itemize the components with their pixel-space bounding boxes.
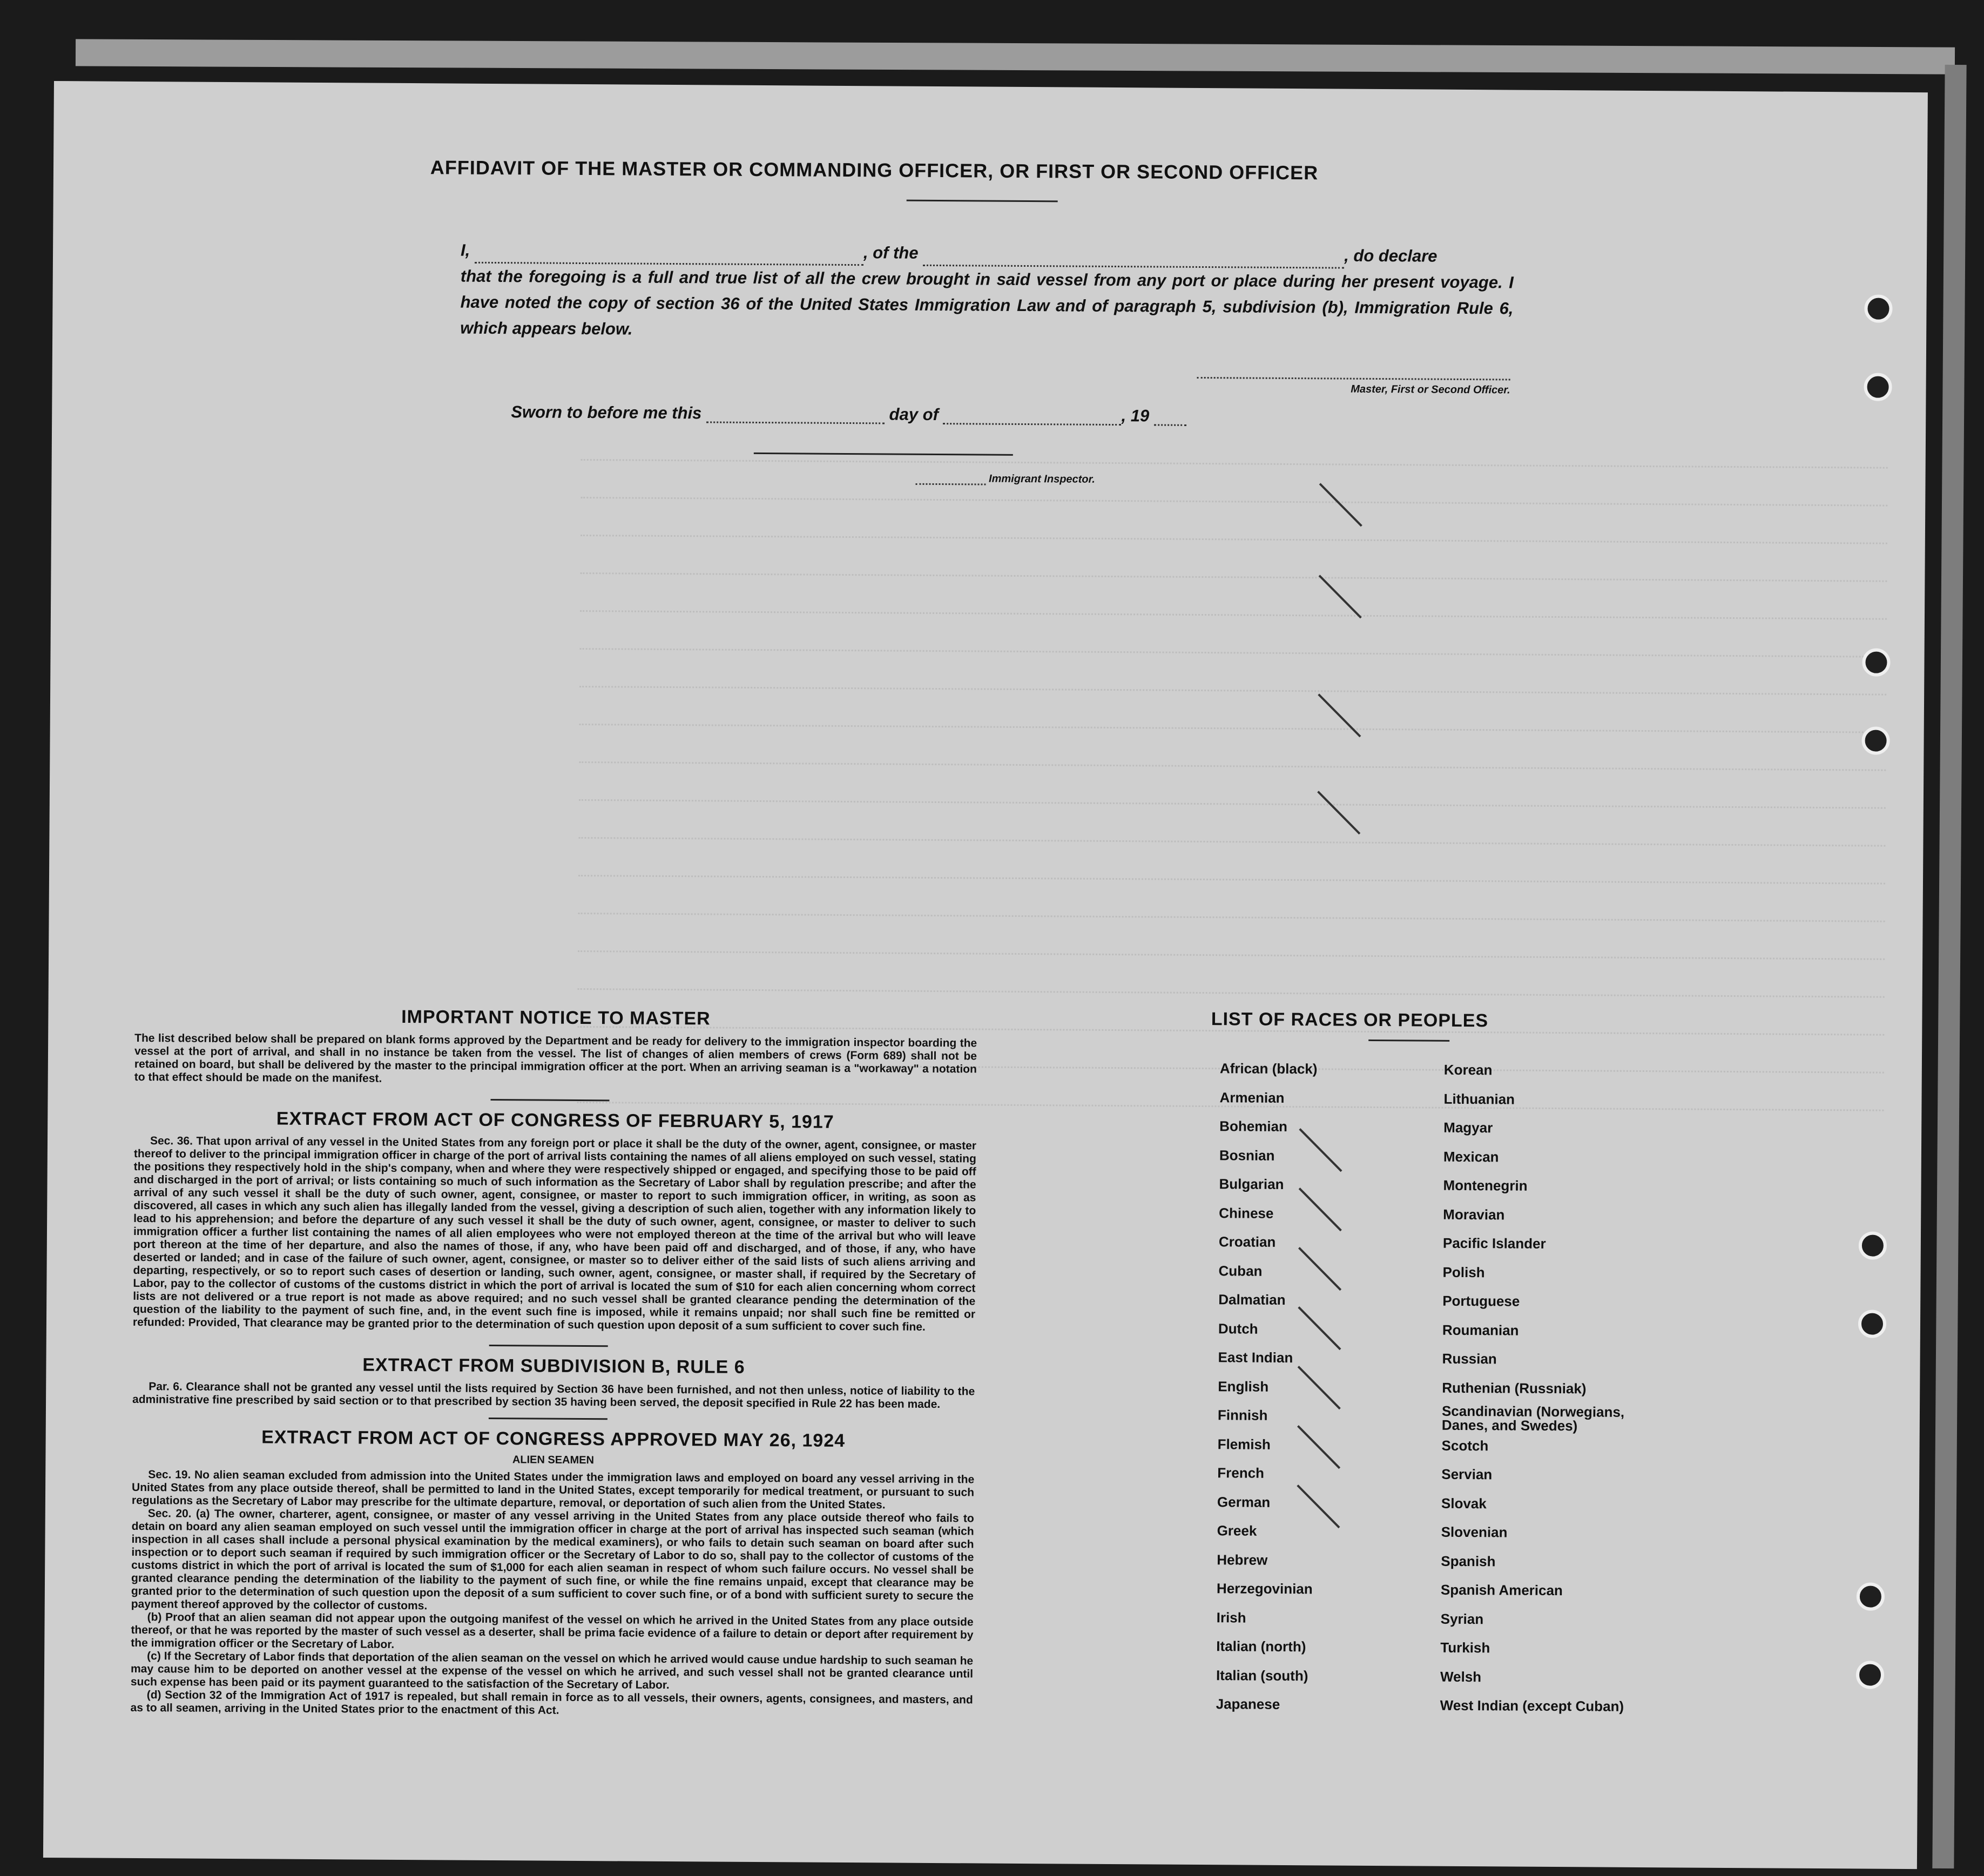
bleed-through-table [54,81,1928,92]
races-title: LIST OF RACES OR PEOPLES [1211,1009,1489,1031]
extract-1917-body: Sec. 36. That upon arrival of any vessel in the United States from any foreign port or place it shall be the duty of the owner, agent, consignee, or master thereof to deliver to the principal immigration officer in charge of the port of arrival lists containing the names of all aliens employed on such vessel, stating the positions they respectively hold in the ship's company, when and where they were respectively shipped or engaged, and specifying those to be paid off and discharged in the port of arrival; or lists containing so much of such information as the Secretary of Labor shall by regulation prescribe; and after the arrival of any such vessel it shall be the duty of such owner, agent, consignee, or master to report to such immigration officer, in writing, as soon as discovered, all cases in which any such alien has illegally landed from the vessel, giving a description of such alien, together with any information likely to lead to his apprehension; and before the departure of any such vessel it shall be the duty of such owner, agent, consignee, or master to deliver to such immigration officer a further list containing the names of all alien employees who were not employed thereon at the time of the arrival but who will leave port thereon at the time of her departure, and also the names of those, if any, who have been paid off and discharged, and of those, if any, who have deserted or landed; and in case of the failure of such owner, agent, consignee, or master so to deliver either of the said lists of such aliens arriving and departing, respectively, or so to report such cases of desertion or landing, such owner, agent, consignee, or master shall, if required by the Secretary of Labor, pay to the collector of customs of the customs district in which the port of arrival is located the sum of $10 for each alien concerning whom correct lists are not delivered or a true report is not made as above required; and no such vessel shall be granted clearance pending the determination of the question of the liability to the payment of such fine, and, in the event such fine is imposed, while it remains unpaid; nor shall such fine be remitted or refunded: Provided, That clearance may be granted prior to the determination of such question upon deposit of a sum sufficient to cover such fine. [132,1135,977,1333]
affidavit-body: that the foregoing is a full and true list of all the crew brought in said vessel from any port or place during her present voyage. I have noted the copy of section 36 of the United States Immigration Law and of paragraph 5, subdivision (b), Immigration Rule 6, which appears below. [460,266,1514,339]
race-item: Flemish [1217,1435,1271,1453]
sworn-label: Sworn to before me this [511,402,702,423]
race-item: Italian (north) [1216,1638,1306,1655]
pencil-mark [1298,1306,1341,1350]
race-item: Magyar [1443,1119,1493,1136]
master-signature-line[interactable] [1197,377,1510,381]
race-item: Chinese [1219,1204,1274,1222]
divider [489,1418,608,1420]
extract-1917-title: EXTRACT FROM ACT OF CONGRESS OF FEBRUARY 5, 1917 [276,1108,834,1132]
affidavit-declaration [460,238,1514,348]
race-item: Ruthenian (Russniak) [1442,1379,1587,1396]
page-edge-right [1932,65,1966,1868]
race-item: Pacific Islander [1442,1234,1546,1252]
form-sheet [43,81,1928,1869]
race-item: Hebrew [1217,1551,1268,1568]
punch-hole [1858,1310,1886,1338]
race-item: Moravian [1443,1206,1505,1223]
notice-title: IMPORTANT NOTICE TO MASTER [401,1006,711,1029]
year-label: , 19 [1121,406,1150,426]
race-item: West Indian (except Cuban) [1440,1697,1624,1715]
race-item: Spanish [1441,1553,1496,1569]
inspector-caption [915,473,1131,486]
race-item: Scandinavian (Norwegians, Danes, and Swedes) [1441,1402,1625,1434]
race-item: Finnish [1217,1407,1268,1423]
race-item: Croatian [1218,1233,1276,1250]
race-item: Korean [1443,1061,1493,1078]
race-item: African (black) [1219,1060,1318,1077]
race-item: Welsh [1440,1668,1482,1685]
notice-body: The list described below shall be prepared on blank forms approved by the Department and be ready for delivery to the immigration inspector boarding the vessel at the port of arrival, and shall in no instance be taken from the vessel. The list of changes of alien members of crews (Form 689) shall not be retained on board, but shall be delivered by the master to the principal immigration officer at the port. When an arriving seaman is a "workaway" a notation to that effect should be made on the manifest. [134,1031,977,1085]
punch-hole [1862,648,1890,676]
sworn-line [511,402,1321,427]
race-item: Polish [1442,1264,1485,1280]
rule6-body: Par. 6. Clearance shall not be granted any vessel until the lists required by Section 36 have been furnished, and not then unless, notice of liability to the administrative fine prescribed by said section or to that prescribed by section 35 having been served, the deposit specified in Rule 22 has been made. [132,1380,975,1411]
pencil-mark [1299,1128,1342,1172]
divider [907,200,1058,203]
punch-hole [1856,1661,1884,1689]
race-item: German [1217,1493,1271,1510]
race-item: Slovenian [1441,1523,1508,1541]
race-item: Herzegovinian [1216,1580,1313,1597]
race-item: East Indian [1218,1349,1293,1366]
race-item: French [1217,1465,1265,1481]
race-item: Italian (south) [1216,1666,1308,1684]
race-item: Armenian [1219,1089,1285,1106]
extract-1924-subtitle: ALIEN SEAMEN [512,1454,595,1467]
race-item: Turkish [1440,1639,1490,1656]
pencil-mark [1297,1425,1340,1469]
sec-19-paragraph: Sec. 19. No alien seaman excluded from admission into the United States under the immigration laws and employed on board any vessel arriving in the United States from any place outside thereof, shall be permitted to land in the United States, except temporarily for medical treatment, or pursuant to such regulations as the Secretary of Labor may prescribe for the ultimate departure, removal, or deportation of such alien from the United States. [131,1468,975,1511]
divider [1368,1040,1449,1042]
inspector-caption-text: Immigrant Inspector. [989,473,1095,485]
race-item: Japanese [1216,1696,1280,1712]
divider [490,1099,609,1101]
pencil-mark [1299,1187,1342,1231]
punch-hole [1864,294,1892,322]
race-item: Syrian [1440,1610,1484,1627]
sec-20d-paragraph: (d) Section 32 of the Immigration Act of 1917 is repealed, but shall remain in force as to all vessels, their owners, agents, consignees, and masters, and as to all seamen, arriving in the United States prior to the enactment of this Act. [130,1689,973,1717]
race-item: Irish [1216,1609,1246,1626]
extract-1924-title: EXTRACT FROM ACT OF CONGRESS APPROVED MAY 26, 1924 [261,1427,846,1451]
punch-hole [1861,726,1889,754]
sec-20b-paragraph: (b) Proof that an alien seaman did not appear upon the outgoing manifest of the vessel on which he arrived in the United States from any place outside thereof, or that he was reported by the master of such vessel as a deserter, shall be prima facie evidence of a failure to detain or deport after requirement by the immigration officer or the Secretary of Labor. [131,1611,974,1651]
pencil-mark [1298,1247,1341,1291]
extract-1924-body [131,1468,975,1720]
declare-label: , do declare [1344,246,1438,266]
sworn-day-blank[interactable] [706,421,885,424]
race-item: English [1218,1378,1269,1395]
sec-20a-paragraph: Sec. 20. (a) The owner, charterer, agent, consignee, or master of any vessel arriving in the United States from any place outside thereof who fails to detain on board any alien seaman employed on such vessel until the immigration officer in charge at the port of arrival has inspected such seaman (which inspection in all cases shall include a personal physical examination by the medical examiners), or who fails to detain such seaman on board after such inspection or to deport such seaman if required by such immigration officer or the Secretary of Labor to do so, shall pay to the collector of customs of the customs district in which the port of arrival is located the sum of $1,000 for each alien seaman in respect of whom such failure occurs. No vessel shall be granted clearance pending the determination of the liability to the payment of such fine, or while the fine remains unpaid, except that clearance may be granted prior to the determination of such question upon the deposit of a sum sufficient to cover such fine, or of a bond with sufficient surety to secure the payment thereof approved by the collector of customs. [131,1507,974,1612]
race-item: Spanish American [1440,1581,1563,1599]
punch-hole [1864,373,1892,401]
race-item: Russian [1442,1350,1497,1367]
affidavit-title: AFFIDAVIT OF THE MASTER OR COMMANDING OFFICER, OR FIRST OR SECOND OFFICER [430,156,1319,184]
race-item: Roumanian [1442,1321,1519,1339]
race-item: Greek [1217,1522,1257,1539]
race-item: Scotch [1441,1437,1489,1454]
race-item: Bohemian [1219,1118,1287,1135]
race-item: Lithuanian [1443,1090,1515,1108]
rule6-title: EXTRACT FROM SUBDIVISION B, RULE 6 [362,1354,745,1378]
race-item: Cuban [1218,1262,1263,1279]
divider [489,1345,608,1347]
race-item: Mexican [1443,1148,1499,1165]
punch-hole [1859,1231,1887,1259]
race-item: Servian [1441,1466,1493,1483]
race-item: Portuguese [1442,1292,1520,1310]
race-item: Dalmatian [1218,1291,1286,1308]
of-the-label: , of the [863,243,919,262]
punch-hole [1857,1582,1885,1610]
race-item: Bosnian [1219,1146,1275,1164]
race-item: Montenegrin [1443,1177,1528,1194]
race-item: Bulgarian [1219,1176,1284,1192]
race-item: Dutch [1218,1320,1258,1337]
i-label: I, [460,240,470,260]
day-of-label: day of [889,404,939,424]
pencil-mark [1298,1366,1341,1409]
sworn-month-blank[interactable] [943,423,1121,426]
page-edge-top [76,39,1955,74]
pencil-mark [1297,1484,1340,1528]
sec-20c-paragraph: (c) If the Secretary of Labor finds that deportation of the alien seaman on the vessel on which he arrived would cause undue hardship to such seaman he may cause him to be deported on another vessel at the expense of the vessel on which he arrived, and such vessel shall not be granted clearance until such expense has been paid or its payment guaranteed to the satisfaction of the Secretary of Labor. [130,1650,974,1692]
sworn-year-blank[interactable] [1154,424,1186,426]
master-caption: Master, First or Second Officer. [1351,383,1510,396]
race-item: Slovak [1441,1495,1487,1511]
